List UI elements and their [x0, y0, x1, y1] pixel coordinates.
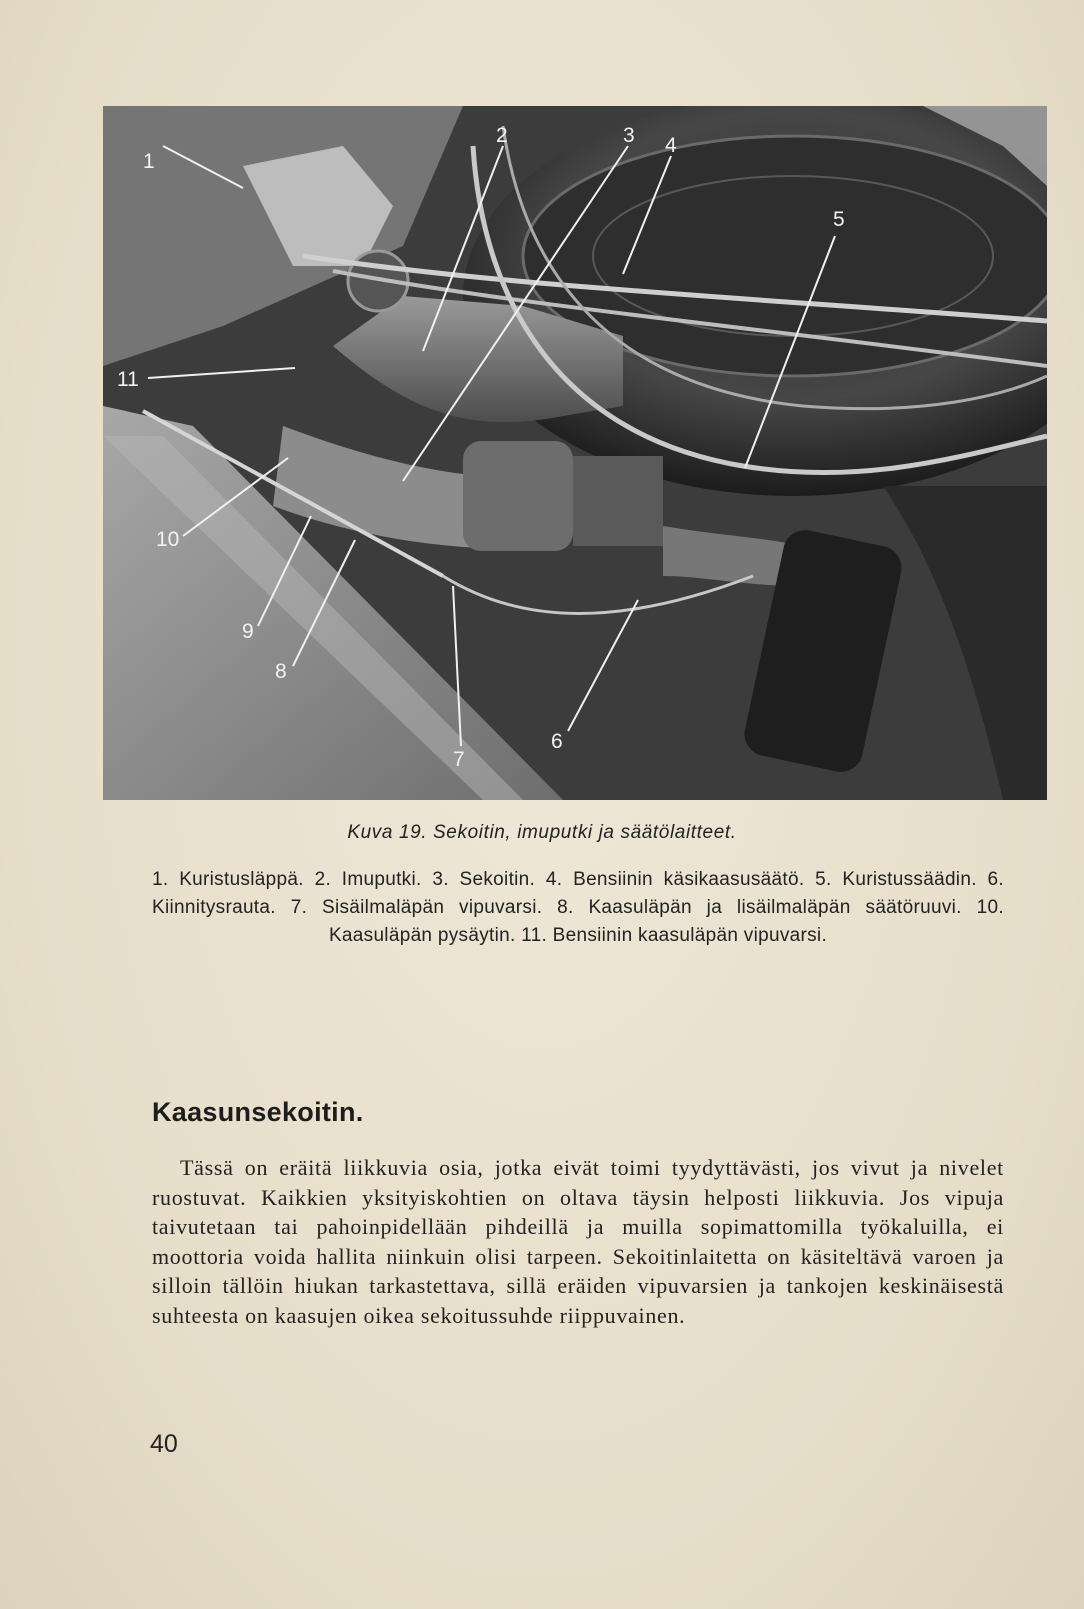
engine-photo [103, 106, 1047, 800]
legend-entry: 5. Kuristussäädin. [815, 869, 977, 890]
figure-caption: Kuva 19. Sekoitin, imuputki ja säätölaitteet. [347, 822, 737, 843]
callout-2: 2 [496, 124, 508, 147]
legend-entry: 8. Kaasuläpän ja lisäilmaläpän säätöruuvi. [557, 897, 962, 918]
callout-10: 10 [156, 528, 180, 551]
callout-8: 8 [275, 660, 287, 683]
callout-3: 3 [623, 124, 635, 147]
legend-entry: 3. Sekoitin. [432, 869, 536, 890]
callout-5: 5 [833, 208, 845, 231]
legend-entry: 11. Bensiinin kaasuläpän vipuvarsi. [521, 925, 828, 946]
callout-9: 9 [242, 620, 254, 643]
legend-entry: 6. Kiinnitysrauta. [152, 869, 1004, 918]
figure-legend [152, 866, 1004, 950]
section-heading: Kaasunsekoitin. [152, 1097, 364, 1127]
legend-entry: 2. Imuputki. [314, 869, 422, 890]
legend-entry: 1. Kuristusläppä. [152, 869, 304, 890]
legend-entry: 7. Sisäilmaläpän vipuvarsi. [290, 897, 543, 918]
page-number: 40 [150, 1430, 178, 1458]
callout-11: 11 [117, 368, 139, 391]
callout-7: 7 [453, 748, 465, 771]
callout-4: 4 [665, 134, 677, 157]
callout-1: 1 [143, 150, 155, 173]
legend-entry: 10. Kaasuläpän pysäytin. [328, 897, 1004, 946]
body-paragraph: Tässä on eräitä liikkuvia osia, jotka eivät toimi tyydyttävästi, jos vivut ja nivelet ruostuvat. Kaikkien yksityiskohtien on oltava täysin helposti liikkuvia. Jos vipuja taivutetaan tai pahoinpidellään pihdeillä ja muilla sopimattomilla työkaluilla, ei moottoria voida hallita niinkuin olisi tarpeen. Sekoitinlaitetta on käsiteltävä varoen ja silloin tällöin hiukan tarkastettava, sillä eräiden vipuvarsien ja tankojen keskinäisestä suhteesta on kaasujen oikea sekoitussuhde riippuvainen. [152, 1155, 1004, 1328]
legend-entry: 4. Bensiinin käsikaasusäätö. [545, 869, 805, 890]
callout-6: 6 [551, 730, 563, 753]
engine-photo-drawing [103, 106, 1047, 800]
